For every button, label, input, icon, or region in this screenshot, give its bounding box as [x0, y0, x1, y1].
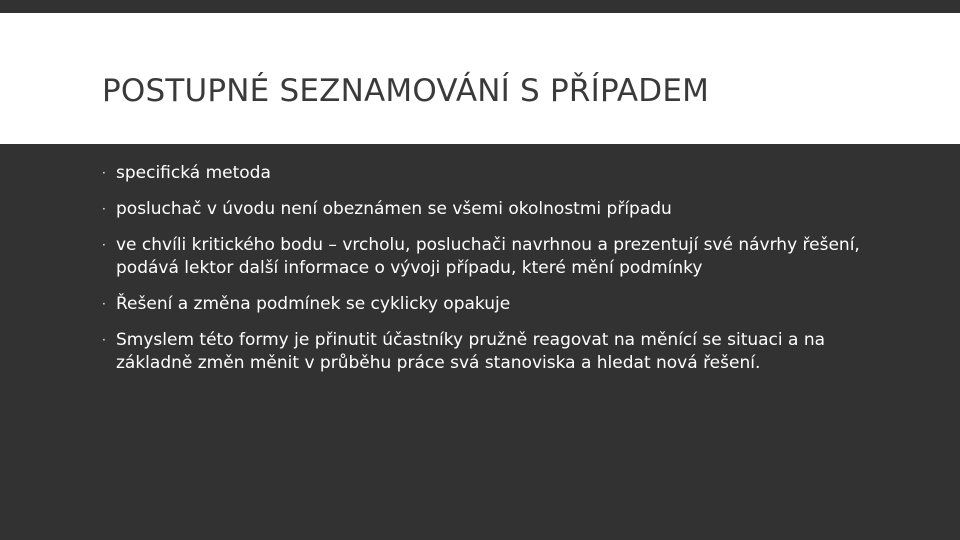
bullet-marker: ·: [102, 297, 106, 311]
bullet-item: [100, 329, 880, 375]
slide-title: POSTUPNÉ SEZNAMOVÁNÍ S PŘÍPADEM: [102, 73, 710, 109]
bullet-text: Smyslem této formy je přinutit účastníky pružně reagovat na měnící se situaci a na základně změn měnit v průběhu práce svá stanoviska a hledat nová řešení.: [116, 330, 826, 373]
bullet-text: posluchač v úvodu není obeznámen se všemi okolnostmi případu: [116, 199, 672, 219]
bullet-marker: ·: [102, 166, 106, 180]
bullet-item: [100, 293, 880, 316]
title-band: [0, 13, 960, 144]
bullet-text: Řešení a změna podmínek se cyklicky opakuje: [116, 294, 511, 314]
bullet-item: [100, 234, 880, 280]
bullet-marker: ·: [102, 238, 106, 252]
bullet-list: [100, 162, 880, 388]
bullet-item: [100, 162, 880, 185]
bullet-marker: ·: [102, 202, 106, 216]
bullet-text: specifická metoda: [116, 163, 271, 183]
bullet-marker: ·: [102, 333, 106, 347]
bullet-item: [100, 198, 880, 221]
bullet-text: ve chvíli kritického bodu – vrcholu, posluchači navrhnou a prezentují své návrhy řešení, podává lektor další informace o vývoji případu, které mění podmínky: [116, 235, 860, 278]
